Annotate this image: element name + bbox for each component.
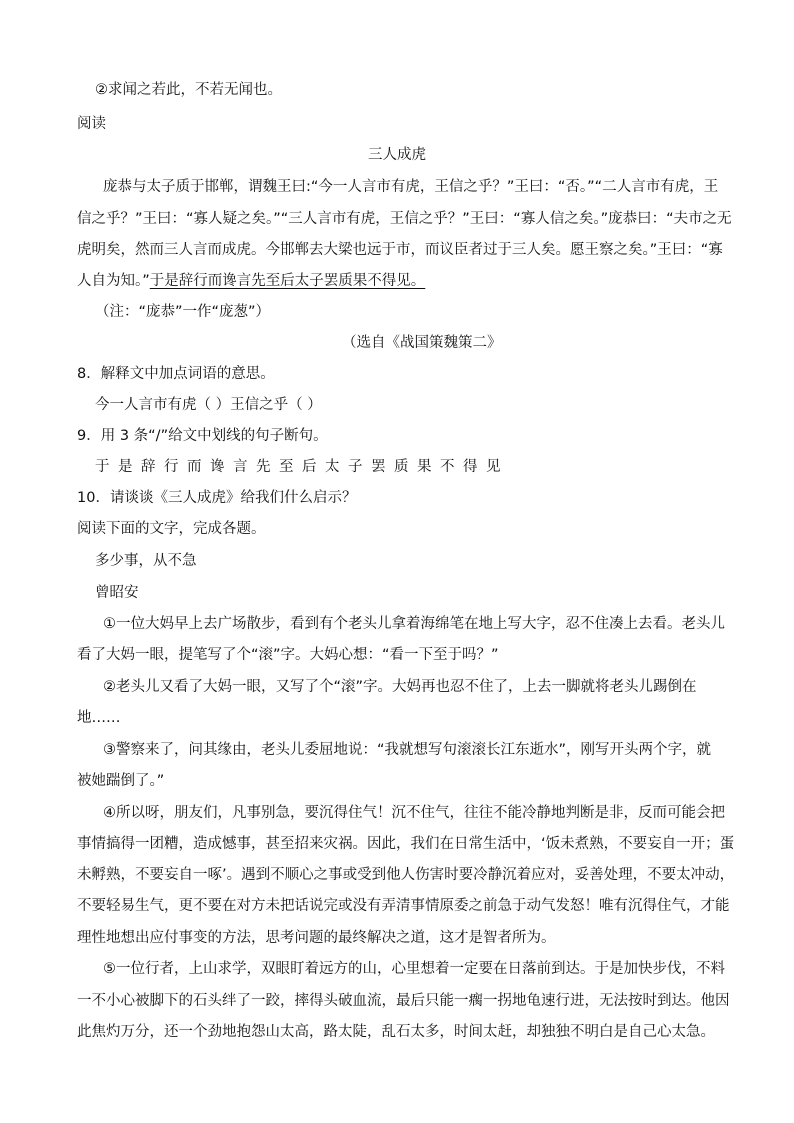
text-line-p1a: 庞恭与太子质于邯郸，谓魏王曰:“今一人言市有虎，王信之乎？”王曰：“否。”“二人言市有虎，王 (103, 179, 719, 195)
text-line-a4d: 不要轻易生气，更不要在对方未把话说完或没有弄清事情原委之前急于动气发怒！唯有沉得住气，才能 (77, 898, 730, 914)
text-line-p1b: 信之乎？”王曰：“寡人疑之矣。”“三人言市有虎，王信之乎？”王曰：“寡人信之矣。”庞恭曰：“夫市之无 (77, 211, 732, 227)
question-8: 8．解释文中加点词语的意思。 (77, 366, 275, 382)
text-line-a2b: 地…… (77, 710, 121, 726)
text-line-l1: ②求闻之若此，不若无闻也。 (95, 82, 282, 98)
article-author: 曾昭安 (95, 585, 139, 601)
question-10: 10．请谈谈《三人成虎》给我们什么启示？ (77, 490, 357, 506)
text-line-p1c: 虎明矣，然而三人言而成虎。今邯郸去大梁也远于市，而议臣者过于三人矣。愿王察之矣。”王曰：“寡 (77, 242, 723, 258)
source-line: （选自《战国策魏策二》 (342, 335, 502, 351)
article-title: 多少事，从不急 (95, 553, 197, 569)
text-line-l2: 阅读 (77, 116, 106, 132)
text-line-a3b: 被她踹倒了。” (77, 773, 165, 789)
text-line-a5a: ⑤一位行者，上山求学，双眼盯着远方的山，心里想着一定要在日落前到达。于是加快步伐，不料 (103, 961, 725, 977)
text-line-a4b: 事情搞得一团糟，造成憾事，甚至招来灾祸。因此，我们在日常生活中，‘饭未煮熟，不要妄自一开；蛋 (77, 836, 735, 852)
reading-instruction: 阅读下面的文字，完成各题。 (77, 521, 266, 537)
text-line-a5b: 一不小心被脚下的石头绊了一跤，摔得头破血流，最后只能一瘸一拐地龟速行进，无法按时到达。他因 (77, 993, 730, 1009)
text-line-a4a: ④所以呀，朋友们，凡事别急，要沉得住气！沉不住气，往往不能冷静地判断是非，反而可能会把 (103, 805, 725, 821)
text-line-a1a: ①一位大妈早上去广场散步，看到有个老头儿拿着海绵笔在地上写大字，忍不住凑上去看。老头儿 (103, 616, 725, 632)
text-span-p1d-pre: 人自为知。” (77, 273, 150, 289)
question-9: 9．用 3 条“/”给文中划线的句子断句。 (77, 428, 328, 444)
passage-title: 三人成虎 (368, 147, 426, 163)
underlined-sentence: 于是辞行而谗言先至后太子罢质果不得见。 (149, 273, 426, 289)
question-9-sentence: 于是辞行而谗言先至后太子罢质果不得见 (95, 459, 509, 475)
text-line-a5c: 此焦灼万分，还一个劲地抱怨山太高，路太陡，乱石太多，时间太赶，却独独不明白是自己心太急。 (77, 1024, 715, 1040)
text-line-a1b: 看了大妈一眼，提笔写了个“滚”字。大妈心想：“看一下至于吗？” (77, 647, 499, 663)
text-line-a4e: 理性地想出应付事变的方法，思考问题的最终解决之道，这才是智者所为。 (77, 930, 556, 946)
text-line-a4c: 未孵熟，不要妄自一啄’。遇到不顺心之事或受到他人伤害时要冷静沉着应对，妥善处理，不要太冲动， (77, 867, 735, 883)
text-line-a3a: ③警察来了，问其缘由，老头儿委屈地说：“我就想写句滚滚长江东逝水”，刚写开头两个字，就 (103, 742, 712, 758)
note-line: （注：“庞恭”一作“庞葱”） (95, 304, 271, 320)
text-line-p1d (77, 271, 425, 291)
text-line-a2a: ②老头儿又看了大妈一眼，又写了个“滚”字。大妈再也忍不住了，上去一脚就将老头儿踢倒在 (103, 679, 697, 695)
question-8-blanks: 今一人言市有虎（ ）王信之乎（ ） (95, 397, 322, 413)
